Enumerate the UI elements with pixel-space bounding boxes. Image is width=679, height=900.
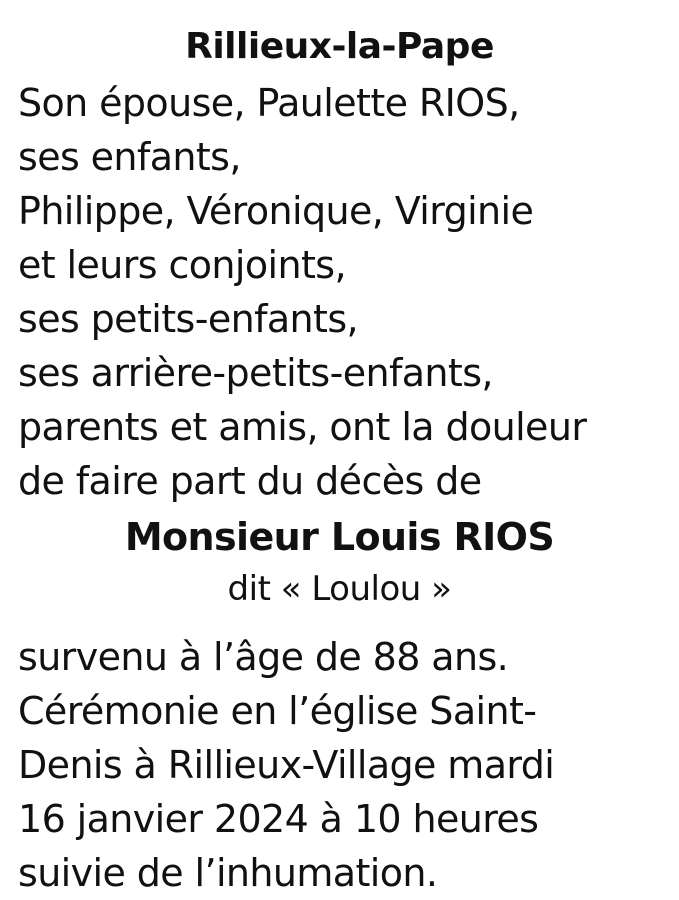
family-line: Son épouse, Paulette RIOS, <box>18 81 520 125</box>
family-line: parents et amis, ont la douleur <box>18 405 587 449</box>
family-line: ses enfants, <box>18 135 241 179</box>
family-line: et leurs conjoints, <box>18 243 346 287</box>
family-line: de faire part du décès de <box>18 459 482 503</box>
deceased-name: Monsieur Louis RIOS <box>124 515 555 559</box>
family-line: ses petits-enfants, <box>18 297 359 341</box>
family-line: Philippe, Véronique, Virginie <box>18 189 534 233</box>
family-line: ses arrière-petits-enfants, <box>18 351 493 395</box>
ceremony-line: 16 janvier 2024 à 10 heures <box>18 797 539 841</box>
ceremony-line: survenu à l’âge de 88 ans. <box>18 635 509 679</box>
family-announcement <box>18 76 668 508</box>
ceremony-details <box>18 630 668 900</box>
ceremony-line: Denis à Rillieux-Village mardi <box>18 743 555 787</box>
ceremony-line: suivie de l’inhumation. <box>18 851 438 895</box>
ceremony-line: Cérémonie en l’église Saint- <box>18 689 537 733</box>
town-heading: Rillieux-la-Pape <box>185 26 494 67</box>
deceased-nickname: dit « Loulou » <box>227 569 452 609</box>
